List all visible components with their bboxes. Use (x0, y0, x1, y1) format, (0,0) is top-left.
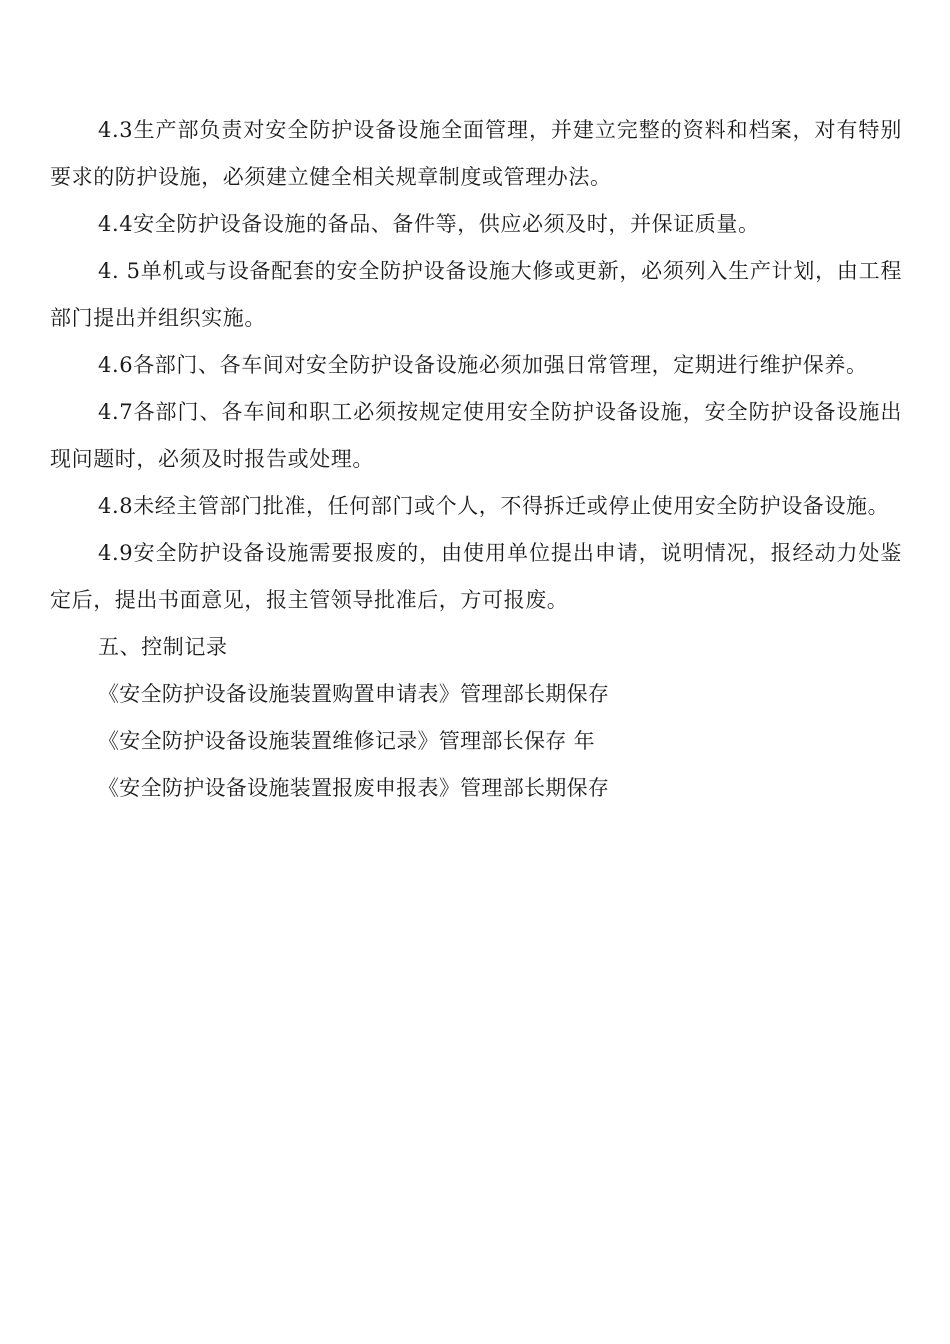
section-heading-control-records: 五、控制记录 (98, 635, 228, 659)
clause-4-8: 4.8未经主管部门批准，任何部门或个人，不得拆迁或停止使用安全防护设备设施。 (98, 494, 890, 518)
clause-4-6: 4.6各部门、各车间对安全防护设备设施必须加强日常管理，定期进行维护保养。 (98, 353, 868, 377)
control-record-list (50, 671, 902, 812)
record-item-maintenance-log: 《安全防护设备设施装置维修记录》管理部长保存 年 (98, 729, 595, 753)
clause-4-9: 4.9安全防护设备设施需要报废的，由使用单位提出申请，说明情况，报经动力处鉴定后，提出书面意见，报主管领导批准后，方可报废。 (50, 541, 902, 612)
document-page (50, 107, 902, 812)
clause-4-5: 4. 5单机或与设备配套的安全防护设备设施大修或更新，必须列入生产计划，由工程部门提出并组织实施。 (50, 259, 902, 330)
clause-4-4: 4.4安全防护设备设施的备品、备件等，供应必须及时，并保证质量。 (98, 212, 760, 236)
record-item-purchase-application: 《安全防护设备设施装置购置申请表》管理部长期保存 (98, 682, 610, 706)
clause-4-7: 4.7各部门、各车间和职工必须按规定使用安全防护设备设施，安全防护设备设施出现问题时，必须及时报告或处理。 (50, 400, 902, 471)
record-item-scrap-application: 《安全防护设备设施装置报废申报表》管理部长期保存 (98, 776, 610, 800)
clause-4-3: 4.3生产部负责对安全防护设备设施全面管理，并建立完整的资料和档案，对有特别要求的防护设施，必须建立健全相关规章制度或管理办法。 (50, 118, 902, 189)
